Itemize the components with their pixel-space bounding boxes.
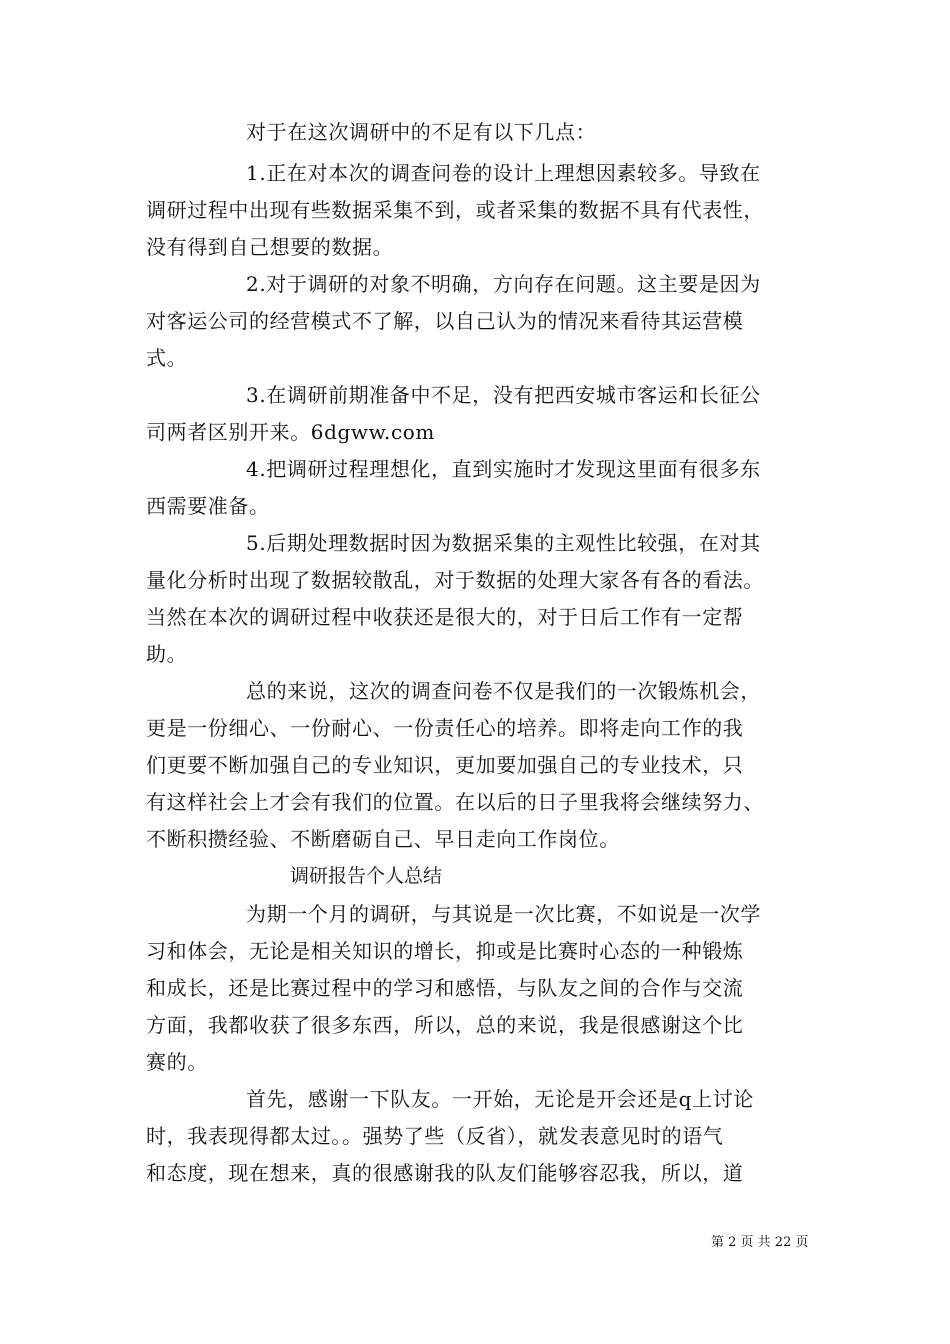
text-line: 调研过程中出现有些数据采集不到，或者采集的数据不具有代表性， — [146, 198, 764, 222]
text-line: 赛的。 — [146, 1050, 208, 1074]
text-line: 和成长，还是比赛过程中的学习和感悟，与队友之间的合作与交流 — [146, 976, 744, 1000]
text-line: 对客运公司的经营模式不了解，以自己认为的情况来看待其运营模 — [146, 309, 744, 333]
text-line: 助。 — [146, 642, 188, 666]
text-line: 总的来说，这次的调查问卷不仅是我们的一次锻炼机会， — [246, 679, 761, 703]
section-subtitle: 调研报告个人总结 — [290, 865, 443, 887]
text-line: 当然在本次的调研过程中收获还是很大的，对于日后工作有一定帮 — [146, 605, 744, 629]
text-line: 有这样社会上才会有我们的位置。在以后的日子里我将会继续努力、 — [146, 790, 764, 814]
text-line: 1.正在对本次的调查问卷的设计上理想因素较多。导致在 — [246, 161, 761, 185]
text-line: 式。 — [146, 346, 188, 370]
text-line: 更是一份细心、一份耐心、一份责任心的培养。即将走向工作的我 — [146, 716, 744, 740]
page-number: 第 2 页 共 22 页 — [711, 1235, 809, 1250]
text-line: 时，我表现得都太过。。强势了些（反省），就发表意见时的语气 — [146, 1124, 724, 1148]
text-line: 不断积攒经验、不断磨砺自己、早日走向工作岗位。 — [146, 827, 620, 851]
text-line: 西需要准备。 — [146, 494, 270, 518]
text-line: 司两者区别开来。6dgww.com — [146, 420, 435, 444]
text-line: 没有得到自己想要的数据。 — [146, 235, 394, 259]
text-line: 们更要不断加强自己的专业知识，更加要加强自己的专业技术，只 — [146, 753, 744, 777]
text-line: 5.后期处理数据时因为数据采集的主观性比较强，在对其 — [246, 531, 761, 555]
text-line: 2.对于调研的对象不明确，方向存在问题。这主要是因为 — [246, 272, 761, 296]
text-line: 3.在调研前期准备中不足，没有把西安城市客运和长征公 — [246, 383, 761, 407]
text-line: 首先，感谢一下队友。一开始，无论是开会还是q上讨论 — [246, 1087, 754, 1111]
text-line: 方面，我都收获了很多东西，所以，总的来说，我是很感谢这个比 — [146, 1013, 744, 1037]
text-line: 习和体会，无论是相关知识的增长，抑或是比赛时心态的一种锻炼 — [146, 939, 744, 963]
text-line: 对于在这次调研中的不足有以下几点： — [246, 120, 597, 144]
text-line: 4.把调研过程理想化，直到实施时才发现这里面有很多东 — [246, 457, 761, 481]
text-line: 为期一个月的调研，与其说是一次比赛，不如说是一次学 — [246, 902, 761, 926]
text-line: 和态度，现在想来，真的很感谢我的队友们能够容忍我，所以，道 — [146, 1161, 744, 1185]
text-line: 量化分析时出现了数据较散乱，对于数据的处理大家各有各的看法。 — [146, 568, 764, 592]
